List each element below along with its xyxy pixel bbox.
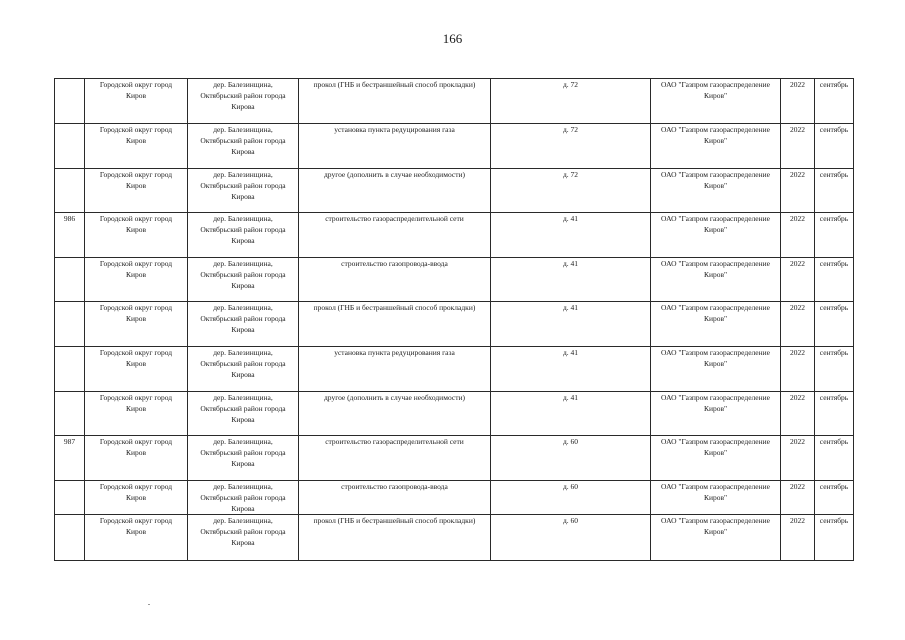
table-row (55, 302, 854, 347)
district-text: Городской округ город (99, 393, 173, 402)
cell-locality (188, 515, 299, 561)
cell-month (815, 169, 854, 213)
work-type-text: прокол (ГНБ и бестраншейный способ прокладки) (313, 516, 476, 525)
cell-month (815, 436, 854, 481)
district-text: Городской округ город (99, 482, 173, 491)
month-text: сентябрь (819, 393, 849, 402)
cell-locality (188, 392, 299, 436)
organization-text: ОАО "Газпром газораспределение (661, 482, 770, 491)
cell-district (85, 169, 188, 213)
organization-text: ОАО "Газпром газораспределение (661, 516, 770, 525)
year-text: 2022 (790, 393, 805, 402)
organization-text: Киров" (703, 448, 728, 457)
organization-text: Киров" (703, 136, 728, 145)
district-text: Городской округ город (99, 259, 173, 268)
cell-year (781, 481, 815, 515)
cell-locality (188, 347, 299, 392)
district-text: Киров (125, 270, 147, 279)
locality-text: Октябрьский район города (200, 404, 286, 413)
work-type-text: строительство газопровода-ввода (341, 259, 448, 268)
organization-text: ОАО "Газпром газораспределение (661, 125, 770, 134)
month-text: сентябрь (819, 80, 849, 89)
cell-work-type (299, 169, 491, 213)
locality-text: дер. Балезинщина, (213, 80, 273, 89)
locality-text: Кирова (231, 459, 255, 468)
organization-text: Киров" (703, 493, 728, 502)
district-text: Киров (125, 136, 147, 145)
cell-number (55, 515, 85, 561)
cell-locality (188, 436, 299, 481)
cell-locality (188, 481, 299, 515)
house-number: д. 41 (562, 393, 579, 402)
district-text: Городской округ город (99, 303, 173, 312)
cell-locality (188, 213, 299, 258)
cell-house (491, 481, 651, 515)
district-text: Городской округ город (99, 125, 173, 134)
year-text: 2022 (790, 170, 805, 179)
cell-year (781, 258, 815, 302)
cell-number (55, 169, 85, 213)
cell-year (781, 302, 815, 347)
month-text: сентябрь (819, 348, 849, 357)
cell-house (491, 302, 651, 347)
district-text: Городской округ город (99, 348, 173, 357)
cell-organization (651, 515, 781, 561)
work-type-text: прокол (ГНБ и бестраншейный способ прокладки) (313, 303, 476, 312)
cell-year (781, 392, 815, 436)
cell-month (815, 515, 854, 561)
cell-month (815, 347, 854, 392)
locality-text: Октябрьский район города (200, 359, 286, 368)
cell-house (491, 515, 651, 561)
organization-text: Киров" (703, 225, 728, 234)
cell-district (85, 347, 188, 392)
cell-work-type (299, 481, 491, 515)
organization-text: Киров" (703, 314, 728, 323)
locality-text: дер. Балезинщина, (213, 348, 273, 357)
organization-text: ОАО "Газпром газораспределение (661, 170, 770, 179)
cell-locality (188, 124, 299, 169)
cell-house (491, 124, 651, 169)
cell-work-type (299, 124, 491, 169)
table-row (55, 347, 854, 392)
cell-house (491, 436, 651, 481)
house-number: д. 41 (562, 214, 579, 223)
locality-text: Кирова (231, 192, 255, 201)
month-text: сентябрь (819, 437, 849, 446)
table-row (55, 124, 854, 169)
cell-month (815, 124, 854, 169)
cell-month (815, 302, 854, 347)
organization-text: Киров" (703, 359, 728, 368)
district-text: Киров (125, 448, 147, 457)
house-number: д. 72 (562, 80, 579, 89)
cell-work-type (299, 347, 491, 392)
locality-text: дер. Балезинщина, (213, 259, 273, 268)
locality-text: Кирова (231, 504, 255, 513)
cell-work-type (299, 79, 491, 124)
work-type-text: другое (дополнить в случае необходимости) (323, 170, 466, 179)
locality-text: Кирова (231, 281, 255, 290)
cell-work-type (299, 213, 491, 258)
organization-text: Киров" (703, 404, 728, 413)
work-type-text: установка пункта редуцирования газа (334, 348, 455, 357)
cell-year (781, 79, 815, 124)
organization-text: ОАО "Газпром газораспределение (661, 393, 770, 402)
locality-text: дер. Балезинщина, (213, 482, 273, 491)
house-number: д. 60 (562, 437, 579, 446)
work-type-text: строительство газораспределительной сети (325, 214, 464, 223)
cell-number (55, 79, 85, 124)
organization-text: ОАО "Газпром газораспределение (661, 259, 770, 268)
organization-text: Киров" (703, 91, 728, 100)
locality-text: Октябрьский район города (200, 493, 286, 502)
cell-locality (188, 258, 299, 302)
cell-district (85, 258, 188, 302)
month-text: сентябрь (819, 482, 849, 491)
cell-number (55, 213, 85, 258)
cell-year (781, 515, 815, 561)
work-type-text: прокол (ГНБ и бестраншейный способ прокладки) (313, 80, 476, 89)
district-text: Киров (125, 181, 147, 190)
cell-number (55, 124, 85, 169)
locality-text: дер. Балезинщина, (213, 170, 273, 179)
cell-year (781, 213, 815, 258)
cell-organization (651, 124, 781, 169)
year-text: 2022 (790, 214, 805, 223)
district-text: Киров (125, 314, 147, 323)
cell-organization (651, 481, 781, 515)
locality-text: Кирова (231, 325, 255, 334)
district-text: Киров (125, 359, 147, 368)
organization-text: Киров" (703, 270, 728, 279)
cell-organization (651, 169, 781, 213)
organization-text: ОАО "Газпром газораспределение (661, 303, 770, 312)
district-text: Киров (125, 225, 147, 234)
cell-district (85, 213, 188, 258)
cell-work-type (299, 436, 491, 481)
cell-work-type (299, 302, 491, 347)
locality-text: Кирова (231, 147, 255, 156)
month-text: сентябрь (819, 170, 849, 179)
locality-text: Кирова (231, 370, 255, 379)
row-number: 987 (63, 437, 76, 446)
cell-organization (651, 302, 781, 347)
cell-number (55, 436, 85, 481)
cell-number (55, 481, 85, 515)
cell-house (491, 169, 651, 213)
cell-district (85, 481, 188, 515)
cell-work-type (299, 392, 491, 436)
cell-year (781, 347, 815, 392)
cell-number (55, 347, 85, 392)
cell-work-type (299, 515, 491, 561)
cell-locality (188, 169, 299, 213)
locality-text: дер. Балезинщина, (213, 393, 273, 402)
cell-month (815, 392, 854, 436)
locality-text: Октябрьский район города (200, 527, 286, 536)
work-type-text: строительство газопровода-ввода (341, 482, 448, 491)
locality-text: дер. Балезинщина, (213, 516, 273, 525)
cell-work-type (299, 258, 491, 302)
locality-text: дер. Балезинщина, (213, 303, 273, 312)
locality-text: Октябрьский район города (200, 91, 286, 100)
cell-number (55, 258, 85, 302)
cell-month (815, 258, 854, 302)
locality-text: Октябрьский район города (200, 181, 286, 190)
organization-text: ОАО "Газпром газораспределение (661, 214, 770, 223)
month-text: сентябрь (819, 516, 849, 525)
month-text: сентябрь (819, 303, 849, 312)
cell-house (491, 392, 651, 436)
locality-text: Кирова (231, 102, 255, 111)
cell-organization (651, 392, 781, 436)
table-row (55, 169, 854, 213)
cell-month (815, 213, 854, 258)
year-text: 2022 (790, 482, 805, 491)
district-text: Киров (125, 91, 147, 100)
house-number: д. 60 (562, 516, 579, 525)
house-number: д. 60 (562, 482, 579, 491)
table-row (55, 258, 854, 302)
cell-district (85, 392, 188, 436)
locality-text: Октябрьский район города (200, 136, 286, 145)
district-text: Городской округ город (99, 516, 173, 525)
cell-organization (651, 436, 781, 481)
locality-text: Кирова (231, 415, 255, 424)
work-type-text: установка пункта редуцирования газа (334, 125, 455, 134)
locality-text: Октябрьский район города (200, 314, 286, 323)
year-text: 2022 (790, 516, 805, 525)
year-text: 2022 (790, 303, 805, 312)
locality-text: Октябрьский район города (200, 270, 286, 279)
locality-text: дер. Балезинщина, (213, 125, 273, 134)
cell-house (491, 258, 651, 302)
locality-text: дер. Балезинщина, (213, 437, 273, 446)
cell-number (55, 302, 85, 347)
house-number: д. 41 (562, 348, 579, 357)
month-text: сентябрь (819, 214, 849, 223)
house-number: д. 72 (562, 125, 579, 134)
locality-text: Кирова (231, 236, 255, 245)
cell-month (815, 481, 854, 515)
locality-text: Октябрьский район города (200, 448, 286, 457)
organization-text: ОАО "Газпром газораспределение (661, 80, 770, 89)
month-text: сентябрь (819, 125, 849, 134)
work-type-text: строительство газораспределительной сети (325, 437, 464, 446)
cell-district (85, 79, 188, 124)
cell-month (815, 79, 854, 124)
year-text: 2022 (790, 80, 805, 89)
cell-organization (651, 79, 781, 124)
table-row (55, 79, 854, 124)
cell-year (781, 436, 815, 481)
year-text: 2022 (790, 259, 805, 268)
locality-text: дер. Балезинщина, (213, 214, 273, 223)
district-text: Городской округ город (99, 437, 173, 446)
schedule-table (54, 78, 854, 561)
locality-text: Кирова (231, 538, 255, 547)
table-row (55, 436, 854, 481)
cell-district (85, 436, 188, 481)
page-number: 166 (442, 31, 463, 46)
organization-text: Киров" (703, 181, 728, 190)
cell-district (85, 124, 188, 169)
scan-speck (148, 604, 150, 605)
year-text: 2022 (790, 437, 805, 446)
work-type-text: другое (дополнить в случае необходимости) (323, 393, 466, 402)
district-text: Городской округ город (99, 170, 173, 179)
year-text: 2022 (790, 125, 805, 134)
house-number: д. 72 (562, 170, 579, 179)
row-number: 986 (63, 214, 76, 223)
district-text: Киров (125, 404, 147, 413)
organization-text: ОАО "Газпром газораспределение (661, 348, 770, 357)
cell-year (781, 169, 815, 213)
cell-locality (188, 79, 299, 124)
organization-text: Киров" (703, 527, 728, 536)
cell-organization (651, 213, 781, 258)
locality-text: Октябрьский район города (200, 225, 286, 234)
cell-number (55, 392, 85, 436)
cell-house (491, 79, 651, 124)
house-number: д. 41 (562, 259, 579, 268)
cell-organization (651, 347, 781, 392)
district-text: Киров (125, 493, 147, 502)
cell-house (491, 213, 651, 258)
cell-organization (651, 258, 781, 302)
cell-district (85, 302, 188, 347)
cell-district (85, 515, 188, 561)
cell-house (491, 347, 651, 392)
year-text: 2022 (790, 348, 805, 357)
table-row (55, 213, 854, 258)
district-text: Городской округ город (99, 214, 173, 223)
district-text: Городской округ город (99, 80, 173, 89)
table-row (55, 392, 854, 436)
month-text: сентябрь (819, 259, 849, 268)
house-number: д. 41 (562, 303, 579, 312)
district-text: Киров (125, 527, 147, 536)
table-row (55, 515, 854, 561)
table-row (55, 481, 854, 515)
organization-text: ОАО "Газпром газораспределение (661, 437, 770, 446)
cell-locality (188, 302, 299, 347)
cell-year (781, 124, 815, 169)
